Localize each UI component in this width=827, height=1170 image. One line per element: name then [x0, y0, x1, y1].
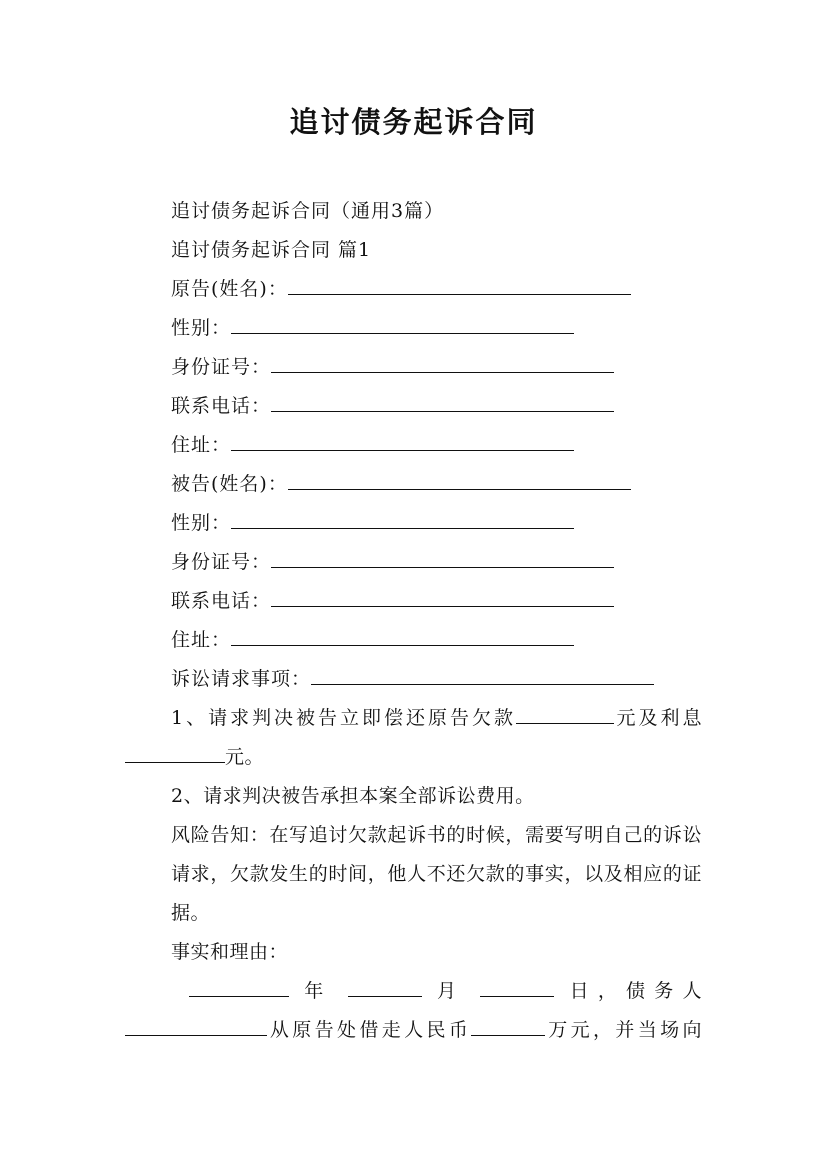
blank-line: [271, 549, 614, 568]
claim-1-text-b: 元及利息: [614, 707, 702, 729]
blank-line: [480, 978, 554, 997]
field-label: 身份证号：: [171, 551, 272, 573]
facts-text-c: 万元，并当场向: [545, 1019, 702, 1041]
claim-2: 2、请求判决被告承担本案全部诉讼费用。: [171, 785, 535, 807]
blank-line: [231, 432, 574, 451]
blank-line: [125, 744, 225, 763]
claim-1-text-c: 元。: [225, 746, 265, 768]
field-label: 住址：: [171, 434, 232, 456]
blank-line: [125, 1017, 267, 1036]
blank-line: [471, 1017, 545, 1036]
blank-line: [311, 666, 654, 685]
claims-field: [171, 666, 654, 692]
plaintiff-name-field: [171, 276, 631, 302]
facts-label: 事实和理由：: [171, 941, 289, 963]
plaintiff-gender-field: [171, 315, 574, 341]
facts-text-b: 从原告处借走人民币: [267, 1019, 472, 1041]
defendant-name-field: [171, 471, 631, 497]
blank-line: [348, 978, 422, 997]
facts-day: 日，债务人: [569, 980, 702, 1002]
field-label: 诉讼请求事项：: [171, 668, 312, 690]
blank-line: [271, 354, 614, 373]
field-label: 被告(姓名)：: [171, 473, 288, 495]
blank-line: [516, 705, 614, 724]
claims-body: [125, 699, 702, 1050]
defendant-address-field: [171, 627, 574, 653]
plaintiff-address-field: [171, 432, 574, 458]
field-label: 性别：: [171, 512, 232, 534]
blank-line: [231, 510, 574, 529]
blank-line: [231, 627, 574, 646]
subtitle: 追讨债务起诉合同（通用3篇）: [171, 200, 445, 222]
document-title: 追讨债务起诉合同: [289, 105, 538, 139]
facts-year: 年: [304, 980, 333, 1002]
facts-month: 月: [436, 980, 466, 1002]
blank-line: [231, 315, 574, 334]
defendant-gender-field: [171, 510, 574, 536]
blank-line: [189, 978, 289, 997]
field-label: 住址：: [171, 629, 232, 651]
plaintiff-id-field: [171, 354, 614, 380]
risk-notice: 风险告知：在写追讨欠款起诉书的时候，需要写明自己的诉讼请求，欠款发生的时间，他人不还欠款的事实，以及相应的证据。: [171, 824, 702, 924]
blank-line: [288, 471, 631, 490]
blank-line: [288, 276, 631, 295]
plaintiff-phone-field: [171, 393, 614, 419]
claim-1-line-2: [125, 738, 702, 777]
field-label: 联系电话：: [171, 395, 272, 417]
facts-line-2: [125, 1011, 702, 1050]
claim-1-text: 1、请求判决被告立即偿还原告欠款: [171, 707, 517, 729]
field-label: 身份证号：: [171, 356, 272, 378]
blank-line: [271, 588, 614, 607]
defendant-id-field: [171, 549, 614, 575]
field-label: 性别：: [171, 317, 232, 339]
field-label: 联系电话：: [171, 590, 272, 612]
blank-line: [271, 393, 614, 412]
defendant-phone-field: [171, 588, 614, 614]
claim-1-line-1: [125, 699, 702, 738]
section-heading: 追讨债务起诉合同 篇1: [171, 239, 372, 261]
facts-line-1: [125, 972, 702, 1011]
field-label: 原告(姓名)：: [171, 278, 288, 300]
